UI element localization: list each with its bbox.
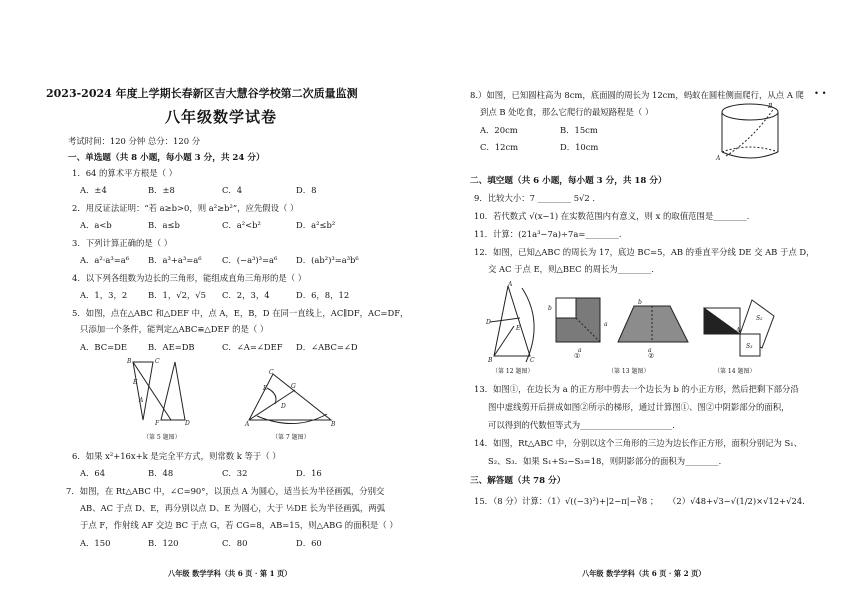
svg-text:a: a [648,347,652,354]
q6-option-c: C．32 [222,468,248,478]
svg-text:A: A [736,327,741,334]
svg-text:②: ② [648,352,655,360]
q7-option-d: D．60 [296,538,322,548]
q8-option-d: D．10cm [560,142,599,152]
svg-text:A: A [508,281,513,288]
question-7-line2: AB、AC 于点 D、E，再分别以点 D、E 为圆心，大于 ½DE 长为半径画弧，两弧 [80,503,385,513]
svg-text:A: A [245,421,250,428]
question-13-line3: 可以得到的代数恒等式为______________________． [488,420,681,430]
question-3: 3．下列计算正确的是（ ） [72,238,173,248]
svg-text:G: G [291,383,296,390]
svg-text:S₃: S₃ [746,343,753,350]
question-15-part1: 15．（8 分）计算：（1）√((−3)²)+|2−π|−∛8 ； [474,496,659,506]
svg-text:b: b [638,299,642,306]
q5-option-d: D．∠ABC=∠D [296,342,358,352]
svg-text:a: a [604,321,608,328]
q8-option-c: C．12cm [480,142,519,152]
svg-text:D: D [486,319,491,326]
section-answer: 三、解答题（共 78 分） [470,476,566,486]
q2-option-a: A．a<b [80,220,112,230]
right-page [430,0,860,609]
question-9: 9．比较大小：7 ________ 5√2 ． [474,193,601,203]
section-fill-blank: 二、填空题（共 6 小题，每小题 3 分，共 18 分） [470,176,667,186]
question-12-line2: 交 AC 于点 E，则△BEC 的周长为________． [488,264,660,274]
q2-option-b: B．a≤b [148,220,180,230]
left-footer: 八年级 数学学科（共 6 页 · 第 1 页） [168,569,292,578]
q3-option-a: A．a²·a³=a⁶ [80,255,130,265]
figure-7-caption: （第 7 题图） [272,434,310,441]
question-7-line3: 于点 F，作射线 AF 交边 BC 于点 G，若 CG=8，AB=15，则△ABG 的面积是（ ） [80,520,398,530]
q6-option-a: A．64 [80,468,106,478]
exam-info: 考试时间：120 分钟 总分：120 分 [68,136,201,146]
figure-13-caption: （第 13 题图） [608,368,650,375]
question-8-line1: 8.）如图，已知圆柱高为 8cm，底面圆的周长为 12cm，蚂蚁在圆柱侧面爬行，从点 A 爬 [470,90,804,100]
question-5-line1: 5．如图，点在△ABC 和△DEF 中，点 A，E，B，D 在同一直线上，AC∥DF，AC=DF， [72,308,409,318]
q4-option-c: C．2，3，4 [222,290,270,300]
q8-option-b: B．15cm [560,125,598,135]
q6-option-b: B．48 [148,468,174,478]
question-10: 10．若代数式 √(x−1) 在实数范围内有意义，则 x 的取值范围是________． [474,211,756,221]
svg-text:B: B [768,103,773,110]
q1-option-d: D．8 [296,185,317,195]
question-4: 4．以下列各组数为边长的三角形，能组成直角三角形的是（ ） [72,273,307,283]
figure-12-caption: （第 12 题图） [492,368,534,375]
question-13-line1: 13．如图①，在边长为 a 的正方形中剪去一个边长为 b 的小正方形，然后把剩下部分沿 [474,384,799,394]
figure-12 [486,282,546,366]
q5-option-a: A．BC=DE [80,342,127,352]
right-footer: 八年级 数学学科（共 6 页 · 第 2 页） [582,569,706,578]
svg-text:D: D [185,420,190,427]
q1-option-a: A．±4 [80,185,107,195]
q8-option-a: A．20cm [480,125,518,135]
question-14-line1: 14．如图，Rt△ABC 中，分别以这个三角形的三边为边长作正方形，面积分别记为 S₁、 [474,438,802,448]
svg-text:S₁: S₁ [714,319,721,326]
q4-option-b: B．1，√2，√5 [148,290,206,300]
svg-text:D: D [281,403,286,410]
svg-text:E: E [263,385,268,392]
svg-text:B: B [488,357,493,364]
svg-text:C: C [269,369,274,376]
question-14-line2: S₂、S₃．如果 S₁+S₂−S₃=18，则阴影部分的面积为________． [488,456,727,466]
q6-option-d: D．16 [296,468,322,478]
q5-option-b: B．AE=DB [148,342,195,352]
question-1: 1．64 的算术平方根是（ ） [72,168,178,178]
figure-7 [245,368,335,430]
q4-option-a: A．1，3，2 [80,290,128,300]
section-single-choice: 一、单选题（共 8 小题，每小题 3 分，共 24 分） [68,153,265,163]
svg-text:A: A [139,397,144,404]
svg-text:①: ① [574,352,581,360]
figure-14 [700,288,776,362]
q4-option-d: D．6，8，12 [296,290,350,300]
svg-text:F: F [155,420,160,427]
svg-text:a: a [578,347,582,354]
question-13-line2: 图中虚线剪开后拼成如图②所示的梯形，通过计算图①、图②中阴影部分的面积， [488,402,790,412]
q2-option-c: C．a²<b² [222,220,261,230]
svg-text:E: E [516,325,521,332]
question-2: 2．用反证法证明：“若 a≥b>0，则 a²≥b²”，应先假设（ ） [72,203,299,213]
q3-option-c: C．(−a³)³=a⁶ [222,255,278,265]
exam-title: 2023-2024 年度上学期长春新区吉大慧谷学校第二次质量监测 [46,87,358,100]
question-11: 11．计算：(21a³−7a)÷7a=________． [474,229,628,239]
q3-option-d: D．(ab²)³=a³b⁶ [296,255,359,265]
figure-5-caption: （第 5 题图） [143,434,181,441]
question-7-line1: 7．如图，在 Rt△ABC 中，∠C=90°，以顶点 A 为圆心，适当长为半径画弧，分别交 [66,486,385,496]
svg-text:A: A [716,155,721,162]
svg-text:C: C [530,357,535,364]
q7-option-c: C．80 [222,538,248,548]
q7-option-a: A．150 [80,538,111,548]
svg-text:C: C [155,358,160,365]
svg-text:B: B [331,421,336,428]
exam-subtitle: 八年级数学试卷 [165,108,278,126]
q2-option-d: D．a²≤b² [296,220,336,230]
q1-option-b: B．±8 [148,185,175,195]
svg-text:E: E [133,379,138,386]
svg-text:b: b [548,305,552,312]
q5-option-c: C．∠A=∠DEF [222,342,283,352]
figure-13 [548,296,698,358]
figure-8-cylinder [714,98,790,168]
question-15-part2: （2）√48+√3−√(1/2)×√12+√24． [668,496,811,506]
question-6: 6．如果 x²+16x+k 是完全平方式，则常数 k 等于（ ） [72,451,281,461]
figure-14-caption: （第 14 题图） [714,368,756,375]
svg-text:S₂: S₂ [756,315,763,322]
question-5-line2: 只添加一个条件，能判定△ABC≌△DEF 的是（ ） [80,324,269,334]
q7-option-b: B．120 [148,538,179,548]
corner-mark: • • [814,88,827,98]
figure-5 [125,358,195,428]
question-8-line2: 到点 B 处吃食，那么它爬行的最短路程是（ ） [480,107,654,117]
q1-option-c: C．4 [222,185,243,195]
question-12-line1: 12．如图，已知△ABC 的周长为 17，底边 BC=5，AB 的垂直平分线 DE 交 AB 于点 D， [474,247,815,257]
svg-text:B: B [127,358,132,365]
q3-option-b: B．a³+a³=a⁶ [148,255,202,265]
